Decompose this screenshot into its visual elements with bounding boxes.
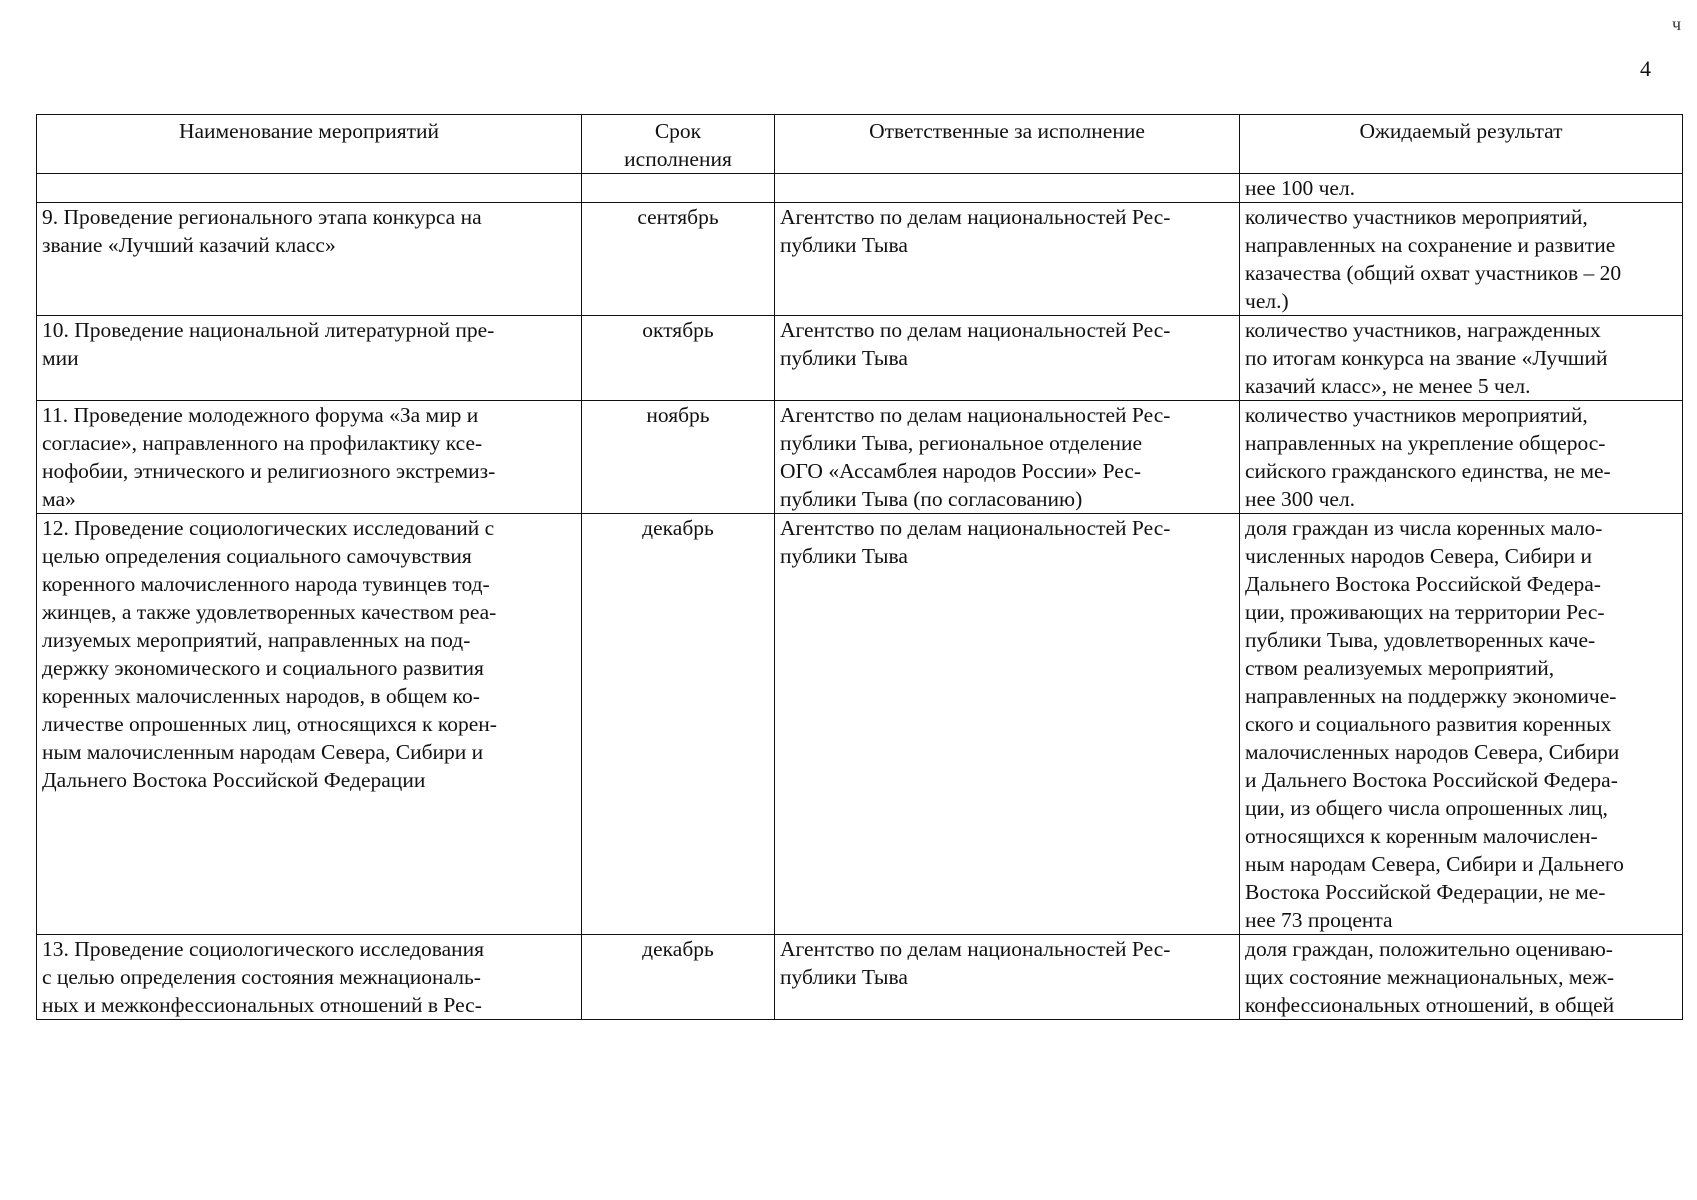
header-deadline: Срок исполнения <box>582 115 775 174</box>
cell-responsible: Агентство по делам национальностей Рес- публики Тыва <box>775 203 1240 316</box>
cell-responsible: Агентство по делам национальностей Рес- публики Тыва <box>775 316 1240 401</box>
cell-expected-result: доля граждан из числа коренных мало- численных народов Севера, Сибири и Дальнего Востока Российской Федера- ции, проживающих на территории Рес- публики Тыва, удовлетворенных каче- ством реализуемых мероприятий, направленных на поддержку экономиче- ского и социального развития коренных малочисленных народов Севера, Сибири и Дальнего Востока Российской Федера- ции, из общего числа опрошенных лиц, относящихся к коренным малочислен- ным народам Севера, Сибири и Дальнего Востока Российской Федерации, не ме- нее 73 процента <box>1240 514 1683 935</box>
cell-deadline: октябрь <box>582 316 775 401</box>
cell-expected-result: доля граждан, положительно оцениваю- щих состояние межнациональных, меж- конфессиональных отношений, в общей <box>1240 935 1683 1020</box>
cell-expected-result: количество участников мероприятий, направленных на сохранение и развитие казачества (общий охват участников – 20 чел.) <box>1240 203 1683 316</box>
events-table <box>36 114 1683 1020</box>
cell-event-name: 13. Проведение социологического исследования с целью определения состояния межнациональ- ных и межконфессиональных отношений в Рес- <box>37 935 582 1020</box>
corner-mark: ч <box>1672 14 1682 34</box>
table-header-row <box>37 115 1683 174</box>
cell-expected-result: нее 100 чел. <box>1240 174 1683 203</box>
cell-event-name: 12. Проведение социологических исследований с целью определения социального самочувствия коренного малочисленного народа тувинцев тод- жинцев, а также удовлетворенных качеством реа- лизуемых мероприятий, направленных на под- держку экономического и социального развития коренных малочисленных народов, в общем ко- личестве опрошенных лиц, относящихся к корен- ным малочисленным народам Севера, Сибири и Дальнего Востока Российской Федерации <box>37 514 582 935</box>
cell-deadline: сентябрь <box>582 203 775 316</box>
page-number: 4 <box>1640 56 1651 81</box>
cell-deadline: ноябрь <box>582 401 775 514</box>
cell-event-name <box>37 174 582 203</box>
cell-event-name: 10. Проведение национальной литературной пре- мии <box>37 316 582 401</box>
table-row <box>37 203 1683 316</box>
table-row <box>37 514 1683 935</box>
table-row <box>37 401 1683 514</box>
cell-deadline <box>582 174 775 203</box>
cell-responsible: Агентство по делам национальностей Рес- публики Тыва <box>775 514 1240 935</box>
cell-deadline: декабрь <box>582 935 775 1020</box>
cell-deadline: декабрь <box>582 514 775 935</box>
cell-event-name: 11. Проведение молодежного форума «За мир и согласие», направленного на профилактику ксе- нофобии, этнического и религиозного экстремиз- ма» <box>37 401 582 514</box>
table-row <box>37 316 1683 401</box>
cell-responsible: Агентство по делам национальностей Рес- публики Тыва, региональное отделение ОГО «Ассамблея народов России» Рес- публики Тыва (по согласованию) <box>775 401 1240 514</box>
cell-responsible: Агентство по делам национальностей Рес- публики Тыва <box>775 935 1240 1020</box>
cell-expected-result: количество участников, награжденных по итогам конкурса на звание «Лучший казачий класс», не менее 5 чел. <box>1240 316 1683 401</box>
cell-event-name: 9. Проведение регионального этапа конкурса на звание «Лучший казачий класс» <box>37 203 582 316</box>
header-expected-result: Ожидаемый результат <box>1240 115 1683 174</box>
cell-responsible <box>775 174 1240 203</box>
cell-expected-result: количество участников мероприятий, направленных на укрепление общерос- сийского гражданского единства, не ме- нее 300 чел. <box>1240 401 1683 514</box>
header-responsible: Ответственные за исполнение <box>775 115 1240 174</box>
header-events-name: Наименование мероприятий <box>37 115 582 174</box>
table-row <box>37 174 1683 203</box>
table-row <box>37 935 1683 1020</box>
